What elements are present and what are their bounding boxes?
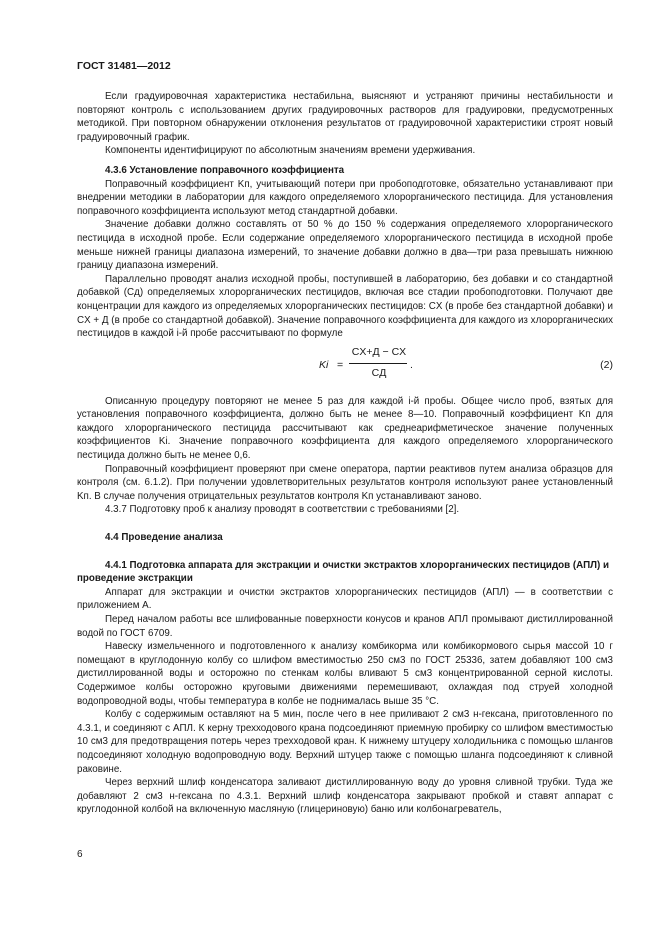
page-number: 6: [77, 849, 83, 860]
paragraph: Поправочный коэффициент проверяют при смене оператора, партии реактивов путем анализа образцов для контроля (см. 6.1.2). При получении удовлетворительных результатов контроля используют ранее установленный Kп. В случае получения отрицательных результатов контроля Kп устанавливают заново.: [77, 463, 613, 502]
paragraph: Колбу с содержимым оставляют на 5 мин, после чего в нее приливают 2 см3 н-гексана, приготовленного по 4.3.1, и соединяют с АПЛ. К керну трехходового крана подсоединяют приемную пробирку со шлифом вместимостью 10 см3 для предотвращения потерь через трехходовой кран. К нижнему штуцеру холодильника с помощью шлангов подсоединяют холодную водопроводную воду. Верхний штуцер также с помощью шланга подсоединяют к сливной раковине.: [77, 709, 613, 775]
standard-header: ГОСТ 31481—2012: [77, 60, 171, 72]
formula-lhs: Ki: [319, 358, 329, 371]
formula-2: [77, 345, 613, 389]
formula-end: .: [410, 358, 413, 371]
section-heading-4-3-6: 4.3.6 Установление поправочного коэффициента: [105, 164, 345, 176]
paragraph: Описанную процедуру повторяют не менее 5 раз для каждой i-й пробы. Общее число проб, взятых для установления поправочного коэффициента, должно быть не менее 8—10. Поправочный коэффициент Kп для каждого хлорорганического пестицида рассчитывают как среднеарифметическое значение полученных коэффициентов Ki. Значение поправочного коэффициента для каждого определяемого хлорорганического пестицида должно быть не менее 0,6.: [77, 395, 613, 462]
fraction-line: [349, 363, 407, 364]
paragraph: Навеску измельченного и подготовленного к анализу комбикорма или комбикормового сырья массой 10 г помещают в круглодонную колбу со шлифом вместимостью 250 см3 по ГОСТ 25336, затем добавляют 100 см3 дистиллированной воды и осторожно по стенкам колбы вливают 5 см3 концентрированной серной кислоты. Содержимое колбы осторожно круговыми движениями перемешивают, охлаждая под струей холодной водопроводной воды, чтобы температура в колбе не поднималась выше 35 °С.: [77, 641, 613, 707]
formula-numerator: CХ+Д − CХ: [351, 345, 407, 358]
paragraph: Аппарат для экстракции и очистки экстрактов хлорорганических пестицидов (АПЛ) — в соответствии с приложением А.: [77, 586, 613, 612]
paragraph: Перед началом работы все шлифованные поверхности конусов и кранов АПЛ промывают дистиллированной водой по ГОСТ 6709.: [77, 614, 613, 639]
paragraph: Значение добавки должно составлять от 50 % до 150 % содержания определяемого хлорорганического пестицида в исходной пробе. Если содержание определяемого хлорорганического пестицида в исходной пробе меньше нижней границы диапазона измерений, то значение добавки должно в два—три раза превышать нижнюю границу диапазона измерений.: [77, 219, 613, 272]
paragraph: Параллельно проводят анализ исходной пробы, поступившей в лабораторию, без добавки и со стандартной добавкой (Cд) определяемых хлорорганических пестицидов, включая все стадии пробоподготовки. Получают две концентрации для каждого из определяемых хлорорганических пестицидов: CХ (в пробе без стандартной добавки) и CХ + Д (в пробе со стандартной добавкой). Значение поправочного коэффициента для каждого из хлорорганических пестицидов в каждой i-й пробе рассчитывают по формуле: [77, 273, 613, 340]
section-heading-4-4: 4.4 Проведение анализа: [105, 532, 223, 544]
paragraph: Компоненты идентифицируют по абсолютным значениям времени удерживания.: [105, 145, 476, 157]
section-heading-4-4-1: 4.4.1 Подготовка аппарата для экстракции и очистки экстрактов хлорорганических пестицидов (АПЛ) и проведение экстракции: [77, 559, 610, 585]
formula-denominator: CД: [371, 366, 387, 379]
paragraph: 4.3.7 Подготовку проб к анализу проводят в соответствии с требованиями [2].: [105, 504, 460, 516]
page-content: [77, 90, 613, 817]
paragraph: Через верхний шлиф конденсатора заливают дистиллированную воду до уровня сливной трубки. Туда же добавляют 2 см3 н-гексана по 4.3.1. Верхний шлиф конденсатора закрывают пробкой и ставят аппарат с круглодонной колбой на включенную масляную (глицериновую) баню или колбонагреватель,: [77, 777, 613, 816]
paragraph: Поправочный коэффициент Kп, учитывающий потери при пробоподготовке, обязательно устанавливают при внедрении методики в лаборатории для каждого определяемого хлорорганического пестицида. Для установления поправочного коэффициента используют метод стандартной добавки.: [77, 178, 613, 217]
formula-equals: =: [337, 358, 344, 371]
paragraph: Если градуировочная характеристика нестабильна, выясняют и устраняют причины нестабильности и повторяют контроль с использованием других градуировочных растворов для градуировки, предусмотренных методикой. При повторном обнаружении отклонения результатов от градуировочной характеристики строят новый градуировочный график.: [77, 91, 613, 143]
formula-number: (2): [600, 358, 613, 371]
